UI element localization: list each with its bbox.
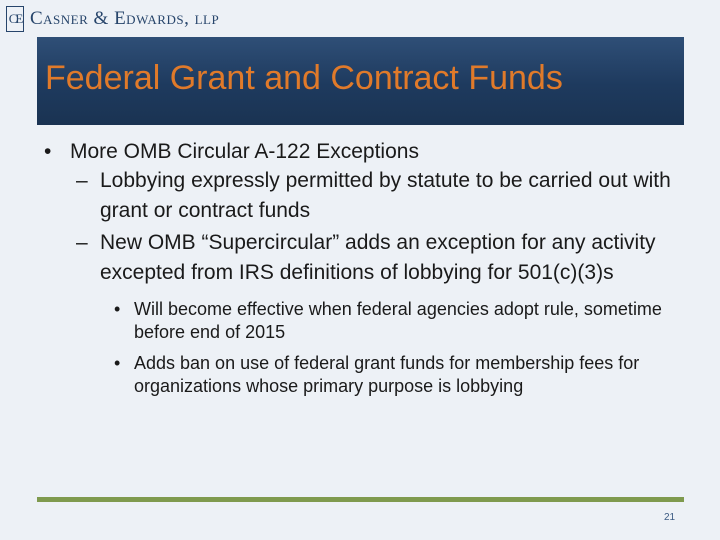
bullet-dot-icon: • [114, 353, 121, 373]
sub-sub-bullet [40, 298, 680, 344]
bullet-dot-icon: • [44, 140, 52, 163]
bullet-dot-icon: • [114, 299, 121, 319]
slide-content [40, 138, 680, 398]
slide-title: Federal Grant and Contract Funds [45, 58, 563, 97]
bullet-main-text: More OMB Circular A-122 Exceptions [70, 140, 419, 163]
title-bar [37, 37, 684, 125]
footer-rule [37, 497, 684, 502]
sub-bullet-text: New OMB “Supercircular” adds an exception for any activity excepted from IRS definitions of lobbying for 501(c)(3)s [100, 231, 656, 284]
page-number: 21 [664, 512, 676, 523]
sub-sub-bullet-text: Will become effective when federal agencies adopt rule, sometime before end of 2015 [134, 299, 662, 342]
sub-sub-bullet-text: Adds ban on use of federal grant funds for membership fees for organizations whose primary purpose is lobbying [134, 353, 640, 396]
sub-bullet-text: Lobbying expressly permitted by statute to be carried out with grant or contract funds [100, 169, 671, 222]
firm-name: Casner & Edwards, llp [30, 8, 220, 29]
logo-monogram: CE [6, 6, 24, 32]
dash-icon: – [76, 169, 88, 192]
firm-logo [6, 4, 219, 34]
sub-bullet [40, 166, 680, 226]
bullet-main [40, 138, 680, 166]
dash-icon: – [76, 231, 88, 254]
sub-sub-bullet [40, 352, 680, 398]
sub-sub-bullets [40, 298, 680, 398]
sub-bullet [40, 228, 680, 288]
